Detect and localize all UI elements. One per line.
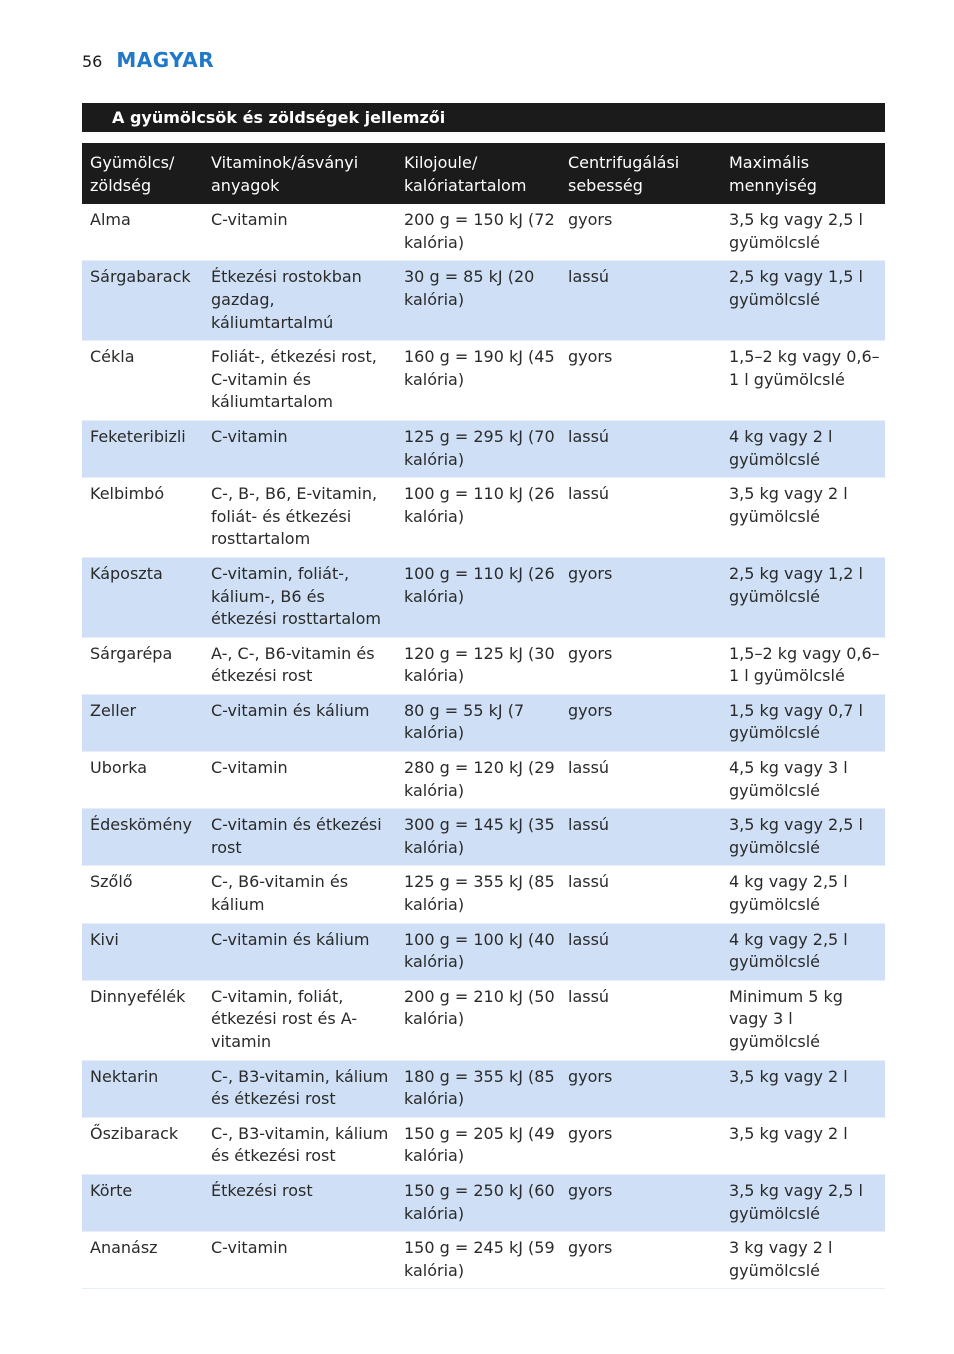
- page-number: 56: [82, 52, 103, 71]
- table-header: [82, 143, 885, 204]
- cell-speed: gyors: [560, 1174, 721, 1231]
- cell-calories: 200 g = 150 kJ (72 kalória): [396, 204, 560, 261]
- table-row: [82, 1232, 885, 1289]
- cell-fruit: Édeskömény: [82, 809, 203, 866]
- cell-calories: 30 g = 85 kJ (20 kalória): [396, 261, 560, 341]
- cell-speed: lassú: [560, 478, 721, 558]
- cell-speed: gyors: [560, 1060, 721, 1117]
- cell-fruit: Szőlő: [82, 866, 203, 923]
- cell-max-amount: 3,5 kg vagy 2 l: [721, 1060, 885, 1117]
- cell-speed: lassú: [560, 752, 721, 809]
- cell-max-amount: Minimum 5 kg vagy 3 l gyümölcslé: [721, 980, 885, 1060]
- header-calories: Kilojoule/ kalóriatartalom: [396, 143, 560, 204]
- cell-fruit: Alma: [82, 204, 203, 261]
- cell-max-amount: 3,5 kg vagy 2,5 l gyümölcslé: [721, 809, 885, 866]
- table-row: [82, 1174, 885, 1231]
- table-row: [82, 557, 885, 637]
- table-row: [82, 694, 885, 751]
- cell-calories: 150 g = 245 kJ (59 kalória): [396, 1232, 560, 1289]
- cell-max-amount: 4 kg vagy 2 l gyümölcslé: [721, 420, 885, 477]
- cell-calories: 80 g = 55 kJ (7 kalória): [396, 694, 560, 751]
- cell-speed: gyors: [560, 557, 721, 637]
- table-row: [82, 866, 885, 923]
- table-body: [82, 204, 885, 1289]
- cell-fruit: Zeller: [82, 694, 203, 751]
- cell-speed: gyors: [560, 341, 721, 421]
- cell-fruit: Körte: [82, 1174, 203, 1231]
- cell-speed: lassú: [560, 261, 721, 341]
- table-header-row: [82, 143, 885, 204]
- table-row: [82, 1060, 885, 1117]
- cell-calories: 150 g = 205 kJ (49 kalória): [396, 1117, 560, 1174]
- cell-speed: gyors: [560, 694, 721, 751]
- cell-fruit: Cékla: [82, 341, 203, 421]
- fruit-vegetable-table: [82, 143, 885, 1289]
- cell-calories: 160 g = 190 kJ (45 kalória): [396, 341, 560, 421]
- cell-calories: 150 g = 250 kJ (60 kalória): [396, 1174, 560, 1231]
- cell-max-amount: 4,5 kg vagy 3 l gyümölcslé: [721, 752, 885, 809]
- cell-fruit: Ananász: [82, 1232, 203, 1289]
- cell-calories: 125 g = 355 kJ (85 kalória): [396, 866, 560, 923]
- cell-vitamins: C-vitamin és kálium: [203, 694, 396, 751]
- cell-fruit: Kivi: [82, 923, 203, 980]
- cell-fruit: Sárgarépa: [82, 637, 203, 694]
- cell-speed: lassú: [560, 923, 721, 980]
- cell-vitamins: C-vitamin és étkezési rost: [203, 809, 396, 866]
- table-row: [82, 261, 885, 341]
- cell-speed: lassú: [560, 420, 721, 477]
- cell-calories: 120 g = 125 kJ (30 kalória): [396, 637, 560, 694]
- cell-max-amount: 3,5 kg vagy 2,5 l gyümölcslé: [721, 204, 885, 261]
- table-row: [82, 923, 885, 980]
- page-header: [82, 48, 214, 74]
- cell-calories: 200 g = 210 kJ (50 kalória): [396, 980, 560, 1060]
- cell-vitamins: Étkezési rost: [203, 1174, 396, 1231]
- cell-speed: lassú: [560, 980, 721, 1060]
- cell-speed: gyors: [560, 204, 721, 261]
- cell-calories: 300 g = 145 kJ (35 kalória): [396, 809, 560, 866]
- table-row: [82, 420, 885, 477]
- cell-max-amount: 4 kg vagy 2,5 l gyümölcslé: [721, 923, 885, 980]
- cell-vitamins: C-vitamin, foliát, étkezési rost és A-vitamin: [203, 980, 396, 1060]
- cell-vitamins: C-vitamin: [203, 420, 396, 477]
- cell-vitamins: C-vitamin, foliát-, kálium-, B6 és étkezési rosttartalom: [203, 557, 396, 637]
- table-row: [82, 341, 885, 421]
- cell-vitamins: C-vitamin: [203, 204, 396, 261]
- table-row: [82, 204, 885, 261]
- cell-calories: 100 g = 100 kJ (40 kalória): [396, 923, 560, 980]
- cell-max-amount: 3,5 kg vagy 2 l: [721, 1117, 885, 1174]
- cell-vitamins: C-, B3-vitamin, kálium és étkezési rost: [203, 1117, 396, 1174]
- header-vitamins: Vitaminok/ásványi anyagok: [203, 143, 396, 204]
- cell-speed: lassú: [560, 809, 721, 866]
- language-label: MAGYAR: [116, 48, 215, 72]
- cell-max-amount: 1,5 kg vagy 0,7 l gyümölcslé: [721, 694, 885, 751]
- cell-fruit: Káposzta: [82, 557, 203, 637]
- cell-fruit: Kelbimbó: [82, 478, 203, 558]
- cell-calories: 100 g = 110 kJ (26 kalória): [396, 478, 560, 558]
- cell-fruit: Őszibarack: [82, 1117, 203, 1174]
- cell-vitamins: C-vitamin: [203, 752, 396, 809]
- cell-speed: gyors: [560, 1117, 721, 1174]
- cell-vitamins: C-, B6-vitamin és kálium: [203, 866, 396, 923]
- cell-vitamins: C-vitamin: [203, 1232, 396, 1289]
- cell-vitamins: Foliát-, étkezési rost, C-vitamin és káliumtartalom: [203, 341, 396, 421]
- cell-speed: gyors: [560, 637, 721, 694]
- table-row: [82, 1117, 885, 1174]
- header-max-amount: Maximális mennyiség: [721, 143, 885, 204]
- cell-max-amount: 2,5 kg vagy 1,2 l gyümölcslé: [721, 557, 885, 637]
- cell-max-amount: 1,5–2 kg vagy 0,6–1 l gyümölcslé: [721, 637, 885, 694]
- cell-speed: gyors: [560, 1232, 721, 1289]
- cell-vitamins: A-, C-, B6-vitamin és étkezési rost: [203, 637, 396, 694]
- cell-vitamins: Étkezési rostokban gazdag, káliumtartalmú: [203, 261, 396, 341]
- table-row: [82, 637, 885, 694]
- header-speed: Centrifugálási sebesség: [560, 143, 721, 204]
- cell-calories: 280 g = 120 kJ (29 kalória): [396, 752, 560, 809]
- cell-calories: 100 g = 110 kJ (26 kalória): [396, 557, 560, 637]
- table-row: [82, 980, 885, 1060]
- cell-fruit: Dinnyefélék: [82, 980, 203, 1060]
- cell-max-amount: 3,5 kg vagy 2 l gyümölcslé: [721, 478, 885, 558]
- cell-calories: 125 g = 295 kJ (70 kalória): [396, 420, 560, 477]
- table-row: [82, 752, 885, 809]
- cell-vitamins: C-vitamin és kálium: [203, 923, 396, 980]
- cell-fruit: Sárgabarack: [82, 261, 203, 341]
- cell-calories: 180 g = 355 kJ (85 kalória): [396, 1060, 560, 1117]
- section-title: A gyümölcsök és zöldségek jellemzői: [82, 103, 885, 132]
- cell-max-amount: 4 kg vagy 2,5 l gyümölcslé: [721, 866, 885, 923]
- header-fruit: Gyümölcs/ zöldség: [82, 143, 203, 204]
- cell-max-amount: 2,5 kg vagy 1,5 l gyümölcslé: [721, 261, 885, 341]
- cell-fruit: Feketeribizli: [82, 420, 203, 477]
- cell-speed: lassú: [560, 866, 721, 923]
- cell-vitamins: C-, B-, B6, E-vitamin, foliát- és étkezési rosttartalom: [203, 478, 396, 558]
- cell-max-amount: 3 kg vagy 2 l gyümölcslé: [721, 1232, 885, 1289]
- cell-max-amount: 1,5–2 kg vagy 0,6–1 l gyümölcslé: [721, 341, 885, 421]
- cell-vitamins: C-, B3-vitamin, kálium és étkezési rost: [203, 1060, 396, 1117]
- cell-max-amount: 3,5 kg vagy 2,5 l gyümölcslé: [721, 1174, 885, 1231]
- table-row: [82, 478, 885, 558]
- table-row: [82, 809, 885, 866]
- cell-fruit: Nektarin: [82, 1060, 203, 1117]
- cell-fruit: Uborka: [82, 752, 203, 809]
